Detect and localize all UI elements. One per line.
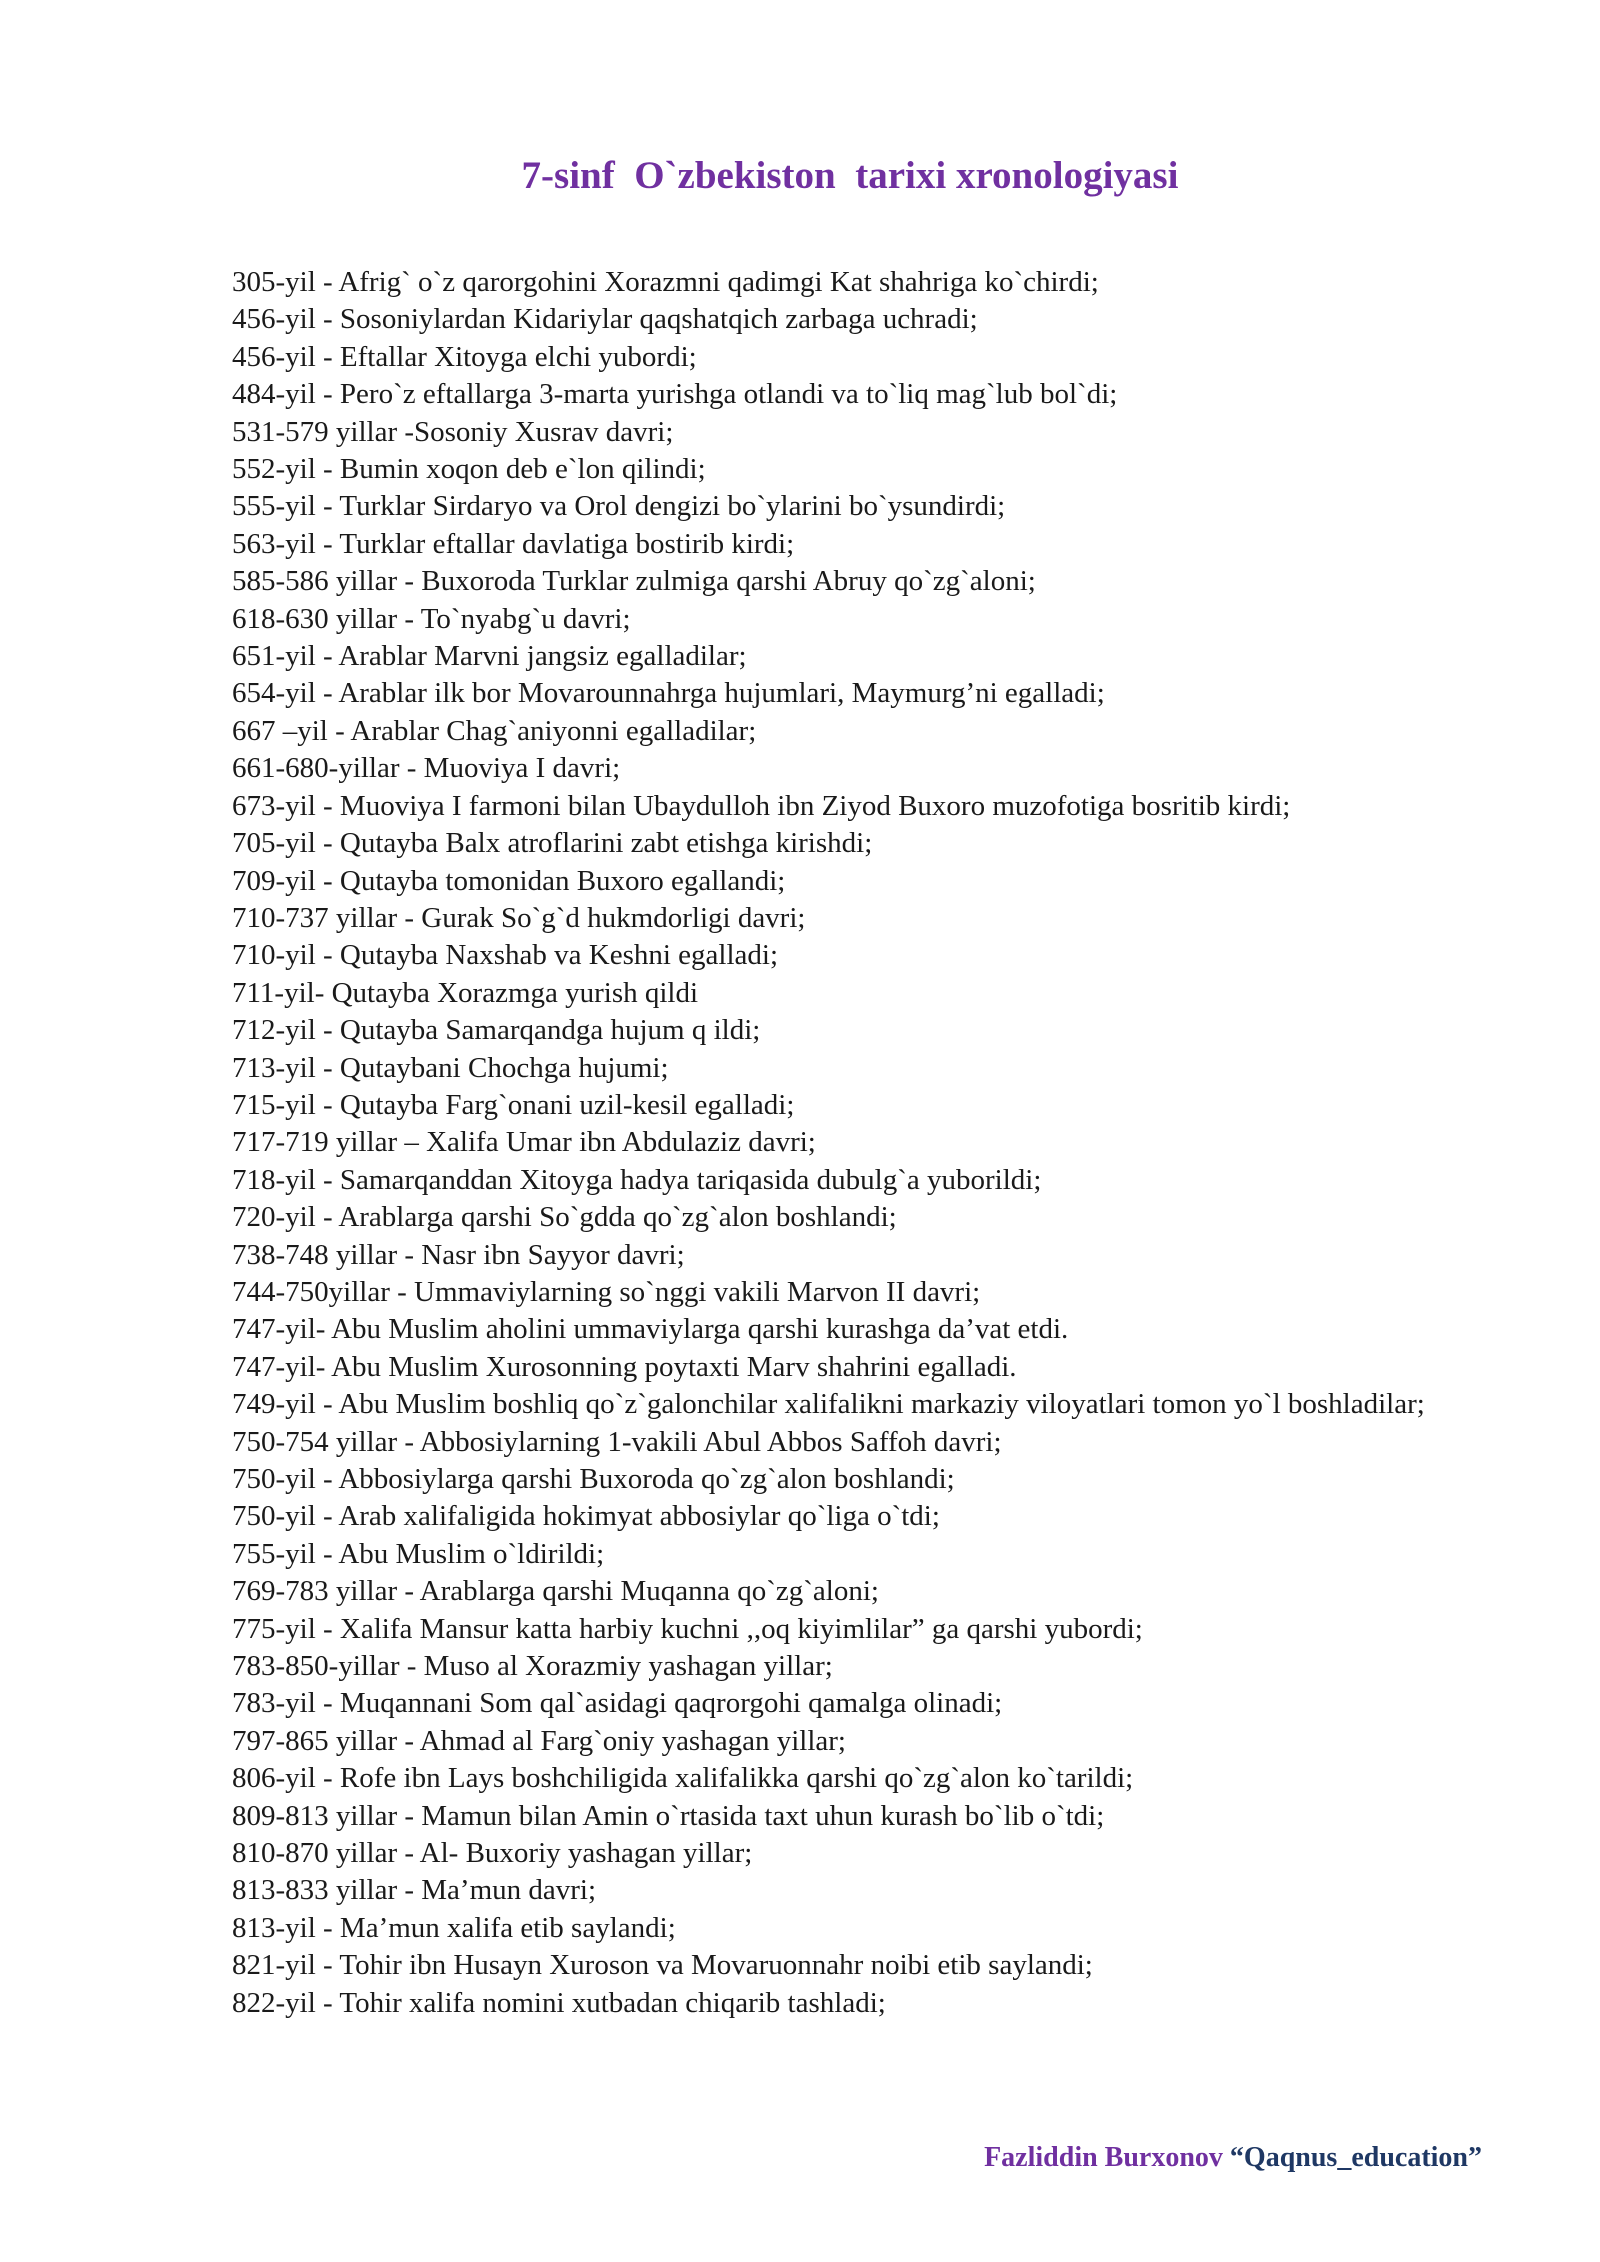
chronology-entry: 705-yil - Qutayba Balx atroflarini zabt etishga kirishdi; bbox=[232, 827, 873, 860]
chronology-entry: 618-630 yillar - To`nyabg`u davri; bbox=[232, 602, 631, 635]
chronology-entry: 747-yil- Abu Muslim aholini ummaviylarga qarshi kurashga da’vat etdi. bbox=[232, 1313, 1069, 1346]
chronology-entry: 585-586 yillar - Buxoroda Turklar zulmiga qarshi Abruy qo`zg`aloni; bbox=[232, 565, 1036, 598]
chronology-entry: 809-813 yillar - Mamun bilan Amin o`rtasida taxt uhun kurash bo`lib o`tdi; bbox=[232, 1799, 1105, 1832]
chronology-entry: 456-yil - Eftallar Xitoyga elchi yubordi; bbox=[232, 340, 697, 373]
chronology-entry: 738-748 yillar - Nasr ibn Sayyor davri; bbox=[232, 1238, 685, 1271]
footer-author: Fazliddin Burxonov bbox=[984, 2142, 1223, 2173]
chronology-entry: 673-yil - Muoviya I farmoni bilan Ubaydulloh ibn Ziyod Buxoro muzofotiga bosritib kirdi; bbox=[232, 789, 1291, 822]
chronology-entry: 667 –yil - Arablar Chag`aniyonni egalladilar; bbox=[232, 714, 757, 747]
chronology-entry: 750-754 yillar - Abbosiylarning 1-vakili Abul Abbos Saffoh davri; bbox=[232, 1425, 1002, 1458]
chronology-entry: 563-yil - Turklar eftallar davlatiga bostirib kirdi; bbox=[232, 527, 795, 560]
chronology-entry: 797-865 yillar - Ahmad al Farg`oniy yashagan yillar; bbox=[232, 1724, 846, 1757]
chronology-list bbox=[232, 264, 1472, 2022]
chronology-entry: 710-737 yillar - Gurak So`g`d hukmdorligi davri; bbox=[232, 901, 806, 934]
chronology-entry: 750-yil - Abbosiylarga qarshi Buxoroda qo`zg`alon boshlandi; bbox=[232, 1463, 955, 1495]
chronology-entry: 717-719 yillar – Xalifa Umar ibn Abdulaziz davri; bbox=[232, 1126, 816, 1159]
chronology-entry: 531-579 yillar -Sosoniy Xusrav davri; bbox=[232, 415, 674, 448]
chronology-entry: 720-yil - Arablarga qarshi So`gdda qo`zg`alon boshlandi; bbox=[232, 1201, 897, 1234]
chronology-entry: 456-yil - Sosoniylardan Kidariylar qaqshatqich zarbaga uchradi; bbox=[232, 303, 978, 336]
page-title bbox=[0, 152, 1600, 200]
chronology-entry: 555-yil - Turklar Sirdaryo va Orol dengizi bo`ylarini bo`ysundirdi; bbox=[232, 490, 1006, 523]
chronology-entry: 711-yil- Qutayba Xorazmga yurish qildi bbox=[232, 976, 699, 1009]
chronology-entry: 775-yil - Xalifa Mansur katta harbiy kuchni ,,oq kiyimlilar” ga qarshi yubordi; bbox=[232, 1612, 1143, 1645]
chronology-entry: 813-yil - Ma’mun xalifa etib saylandi; bbox=[232, 1911, 676, 1944]
page-title-text: 7-sinf O`zbekiston tarixi xronologiyasi bbox=[521, 154, 1179, 197]
chronology-entry: 750-yil - Arab xalifaligida hokimyat abbosiylar qo`liga o`tdi; bbox=[232, 1500, 940, 1533]
chronology-entry: 484-yil - Pero`z eftallarga 3-marta yurishga otlandi va to`liq mag`lub bol`di; bbox=[232, 378, 1118, 411]
chronology-entry: 783-850-yillar - Muso al Xorazmiy yashagan yillar; bbox=[232, 1650, 833, 1683]
chronology-entry: 715-yil - Qutayba Farg`onani uzil-kesil egalladi; bbox=[232, 1088, 795, 1121]
chronology-entry: 822-yil - Tohir xalifa nomini xutbadan chiqarib tashladi; bbox=[232, 1986, 886, 2019]
chronology-entry: 709-yil - Qutayba tomonidan Buxoro egallandi; bbox=[232, 864, 786, 897]
chronology-entry: 661-680-yillar - Muoviya I davri; bbox=[232, 752, 621, 785]
chronology-entry: 755-yil - Abu Muslim o`ldirildi; bbox=[232, 1537, 605, 1570]
chronology-entry: 712-yil - Qutayba Samarqandga hujum q ildi; bbox=[232, 1014, 761, 1047]
footer-brand: “Qaqnus_education” bbox=[1229, 2142, 1482, 2173]
chronology-entry: 718-yil - Samarqanddan Xitoyga hadya tariqasida dubulg`a yuborildi; bbox=[232, 1163, 1042, 1196]
chronology-entry: 552-yil - Bumin xoqon deb e`lon qilindi; bbox=[232, 453, 706, 486]
chronology-entry: 713-yil - Qutaybani Chochga hujumi; bbox=[232, 1051, 669, 1084]
chronology-entry: 749-yil - Abu Muslim boshliq qo`z`galonchilar xalifalikni markaziy viloyatlari tomon yo`l boshladilar; bbox=[232, 1388, 1425, 1421]
chronology-entry: 821-yil - Tohir ibn Husayn Xuroson va Movaruonnahr noibi etib saylandi; bbox=[232, 1949, 1093, 1982]
page-footer bbox=[984, 2140, 1482, 2176]
chronology-entry: 710-yil - Qutayba Naxshab va Keshni egalladi; bbox=[232, 939, 779, 972]
chronology-entry: 783-yil - Muqannani Som qal`asidagi qaqrorgohi qamalga olinadi; bbox=[232, 1687, 1003, 1720]
chronology-entry: 654-yil - Arablar ilk bor Movarounnahrga hujumlari, Maymurg’ni egalladi; bbox=[232, 677, 1105, 710]
chronology-entry: 806-yil - Rofe ibn Lays boshchiligida xalifalikka qarshi qo`zg`alon ko`tarildi; bbox=[232, 1762, 1134, 1795]
chronology-entry: 813-833 yillar - Ma’mun davri; bbox=[232, 1874, 597, 1907]
chronology-entry: 810-870 yillar - Al- Buxoriy yashagan yillar; bbox=[232, 1837, 753, 1870]
chronology-entry: 769-783 yillar - Arablarga qarshi Muqanna qo`zg`aloni; bbox=[232, 1575, 879, 1608]
chronology-entry: 651-yil - Arablar Marvni jangsiz egalladilar; bbox=[232, 640, 747, 673]
chronology-entry: 744-750yillar - Ummaviylarning so`nggi vakili Marvon II davri; bbox=[232, 1275, 981, 1308]
chronology-entry: 747-yil- Abu Muslim Xurosonning poytaxti Marv shahrini egalladi. bbox=[232, 1350, 1017, 1383]
chronology-entry: 305-yil - Afrig` o`z qarorgohini Xorazmni qadimgi Kat shahriga ko`chirdi; bbox=[232, 266, 1099, 298]
